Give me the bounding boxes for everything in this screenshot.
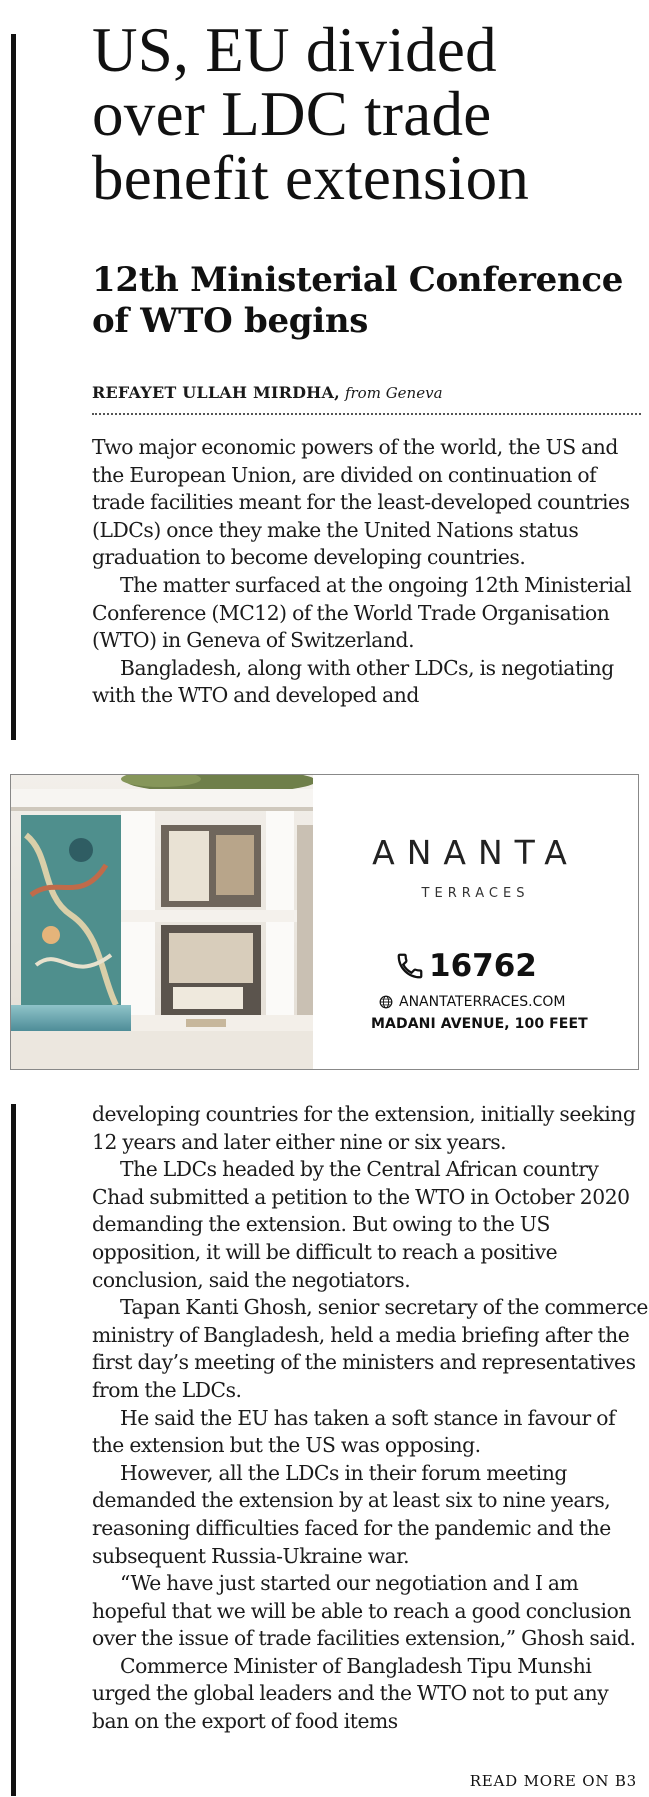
headline-line: benefit extension [92, 143, 530, 213]
ad-address: MADANI AVENUE, 100 FEET [371, 1016, 588, 1032]
ad-brand-logo: ANANTA [372, 833, 579, 872]
phone-icon [395, 951, 425, 981]
building-illustration [11, 775, 313, 1069]
headline [92, 15, 647, 213]
column-rule-bottom [11, 1104, 16, 1796]
paragraph: The LDCs headed by the Central African country Chad submitted a petition to the WTO in October 2020 demanding the extension. But owing to the US opposition, it will be difficult to reach a positive conclusion, said the negotiators. [92, 1157, 630, 1292]
headline-line: US, EU divided [92, 15, 497, 85]
byline-author: REFAYET ULLAH MIRDHA, [92, 383, 340, 402]
ad-website[interactable] [379, 994, 566, 1010]
subheadline [92, 260, 647, 342]
byline [92, 383, 641, 415]
ad-info-panel [313, 775, 638, 1069]
paragraph: “We have just started our negotiation and I am hopeful that we will be able to reach a good conclusion over the issue of trade facilities extension,” Ghosh said. [92, 1571, 636, 1651]
paragraph: However, all the LDCs in their forum meeting demanded the extension by at least six to nine years, reasoning difficulties faced for the pandemic and the subsequent Russia-Ukraine war. [92, 1460, 611, 1568]
ad-photo [11, 775, 313, 1069]
globe-icon [379, 995, 393, 1009]
advertisement[interactable] [10, 774, 639, 1070]
column-rule-top [11, 34, 16, 740]
paragraph: He said the EU has taken a soft stance in favour of the extension but the US was opposing. [92, 1405, 616, 1458]
subheadline-line: of WTO begins [92, 301, 369, 341]
article-body-bottom [92, 1101, 648, 1736]
paragraph: Commerce Minister of Bangladesh Tipu Munshi urged the global leaders and the WTO not to put any ban on the export of food items [92, 1653, 609, 1734]
ad-website-text: ANANTATERRACES.COM [399, 994, 566, 1010]
ad-brand-subtitle: TERRACES [421, 886, 530, 901]
ad-phone-number: 16762 [429, 948, 537, 984]
paragraph: The matter surfaced at the ongoing 12th Ministerial Conference (MC12) of the World Trade Organisation (WTO) in Geneva of Switzerland. [92, 572, 632, 653]
byline-location: from Geneva [344, 384, 443, 402]
subheadline-line: 12th Ministerial Conference [92, 260, 624, 300]
ad-phone[interactable] [395, 947, 537, 985]
read-more-link[interactable]: READ MORE ON B3 [469, 1772, 637, 1790]
article-body-top [92, 434, 648, 710]
paragraph: developing countries for the extension, initially seeking 12 years and later either nine or six years. [92, 1102, 636, 1154]
paragraph: Bangladesh, along with other LDCs, is negotiating with the WTO and developed and [92, 655, 614, 708]
paragraph: Two major economic powers of the world, the US and the European Union, are divided on continuation of trade facilities meant for the least-developed countries (LDCs) once they make the United Nations status graduation to become developing countries. [92, 435, 630, 570]
paragraph: Tapan Kanti Ghosh, senior secretary of the commerce ministry of Bangladesh, held a media briefing after the first day’s meeting of the ministers and representatives from the LDCs. [92, 1295, 648, 1402]
headline-line: over LDC trade [92, 79, 492, 149]
